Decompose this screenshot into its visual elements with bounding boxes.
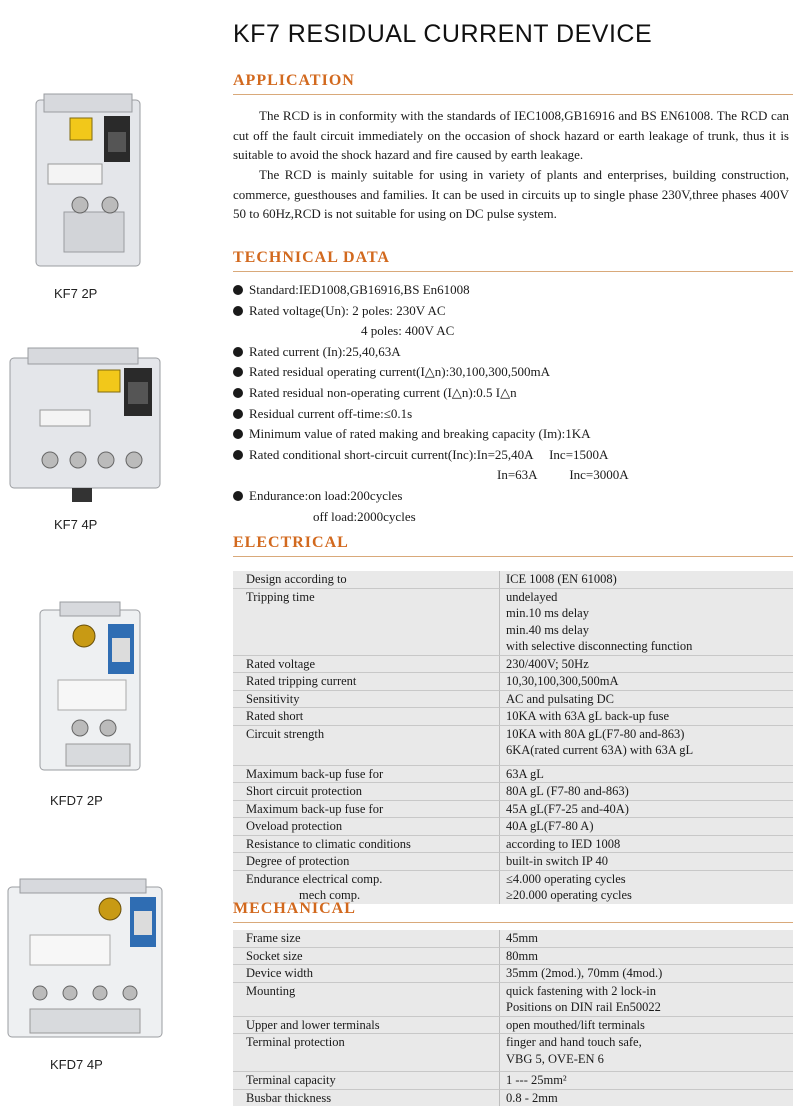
- list-item: Rated residual operating current(I△n):30,100,300,500mA: [233, 362, 793, 383]
- application-paragraph: The RCD is in conformity with the standards of IEC1008,GB16916 and BS EN61008. The RCD can cut off the fault circuit immediately on the occasion of shock hazard or earth leakage of trunk, thus it is suitable to avoid the shock hazard and fire caused by earth leakage.: [233, 108, 789, 162]
- table-row: Terminal protection finger and hand touch safe,: [233, 1034, 793, 1051]
- table-row: mech comp. ≥20.000 operating cycles: [233, 887, 793, 904]
- table-row: with selective disconnecting function: [233, 638, 793, 656]
- bullet-icon: [233, 285, 243, 295]
- table-row: Maximum back-up fuse for 63A gL: [233, 766, 793, 784]
- list-item: Residual current off-time:≤0.1s: [233, 404, 793, 425]
- page-title: KF7 RESIDUAL CURRENT DEVICE: [233, 20, 653, 48]
- table-row: Endurance electrical comp. ≤4.000 operating cycles: [233, 871, 793, 888]
- table-row: Rated tripping current 10,30,100,300,500mA: [233, 673, 793, 691]
- table-row: 6KA(rated current 63A) with 63A gL: [233, 742, 793, 766]
- table-row: Mounting quick fastening with 2 lock-in: [233, 983, 793, 1000]
- list-item: Standard:IED1008,GB16916,BS En61008: [233, 280, 793, 301]
- table-row: Maximum back-up fuse for 45A gL(F7-25 and-40A): [233, 801, 793, 819]
- section-divider: [233, 94, 793, 95]
- bullet-icon: [233, 429, 243, 439]
- table-row: Positions on DIN rail En50022: [233, 999, 793, 1017]
- list-item: In=63A Inc=3000A: [497, 467, 629, 483]
- mechanical-table: [233, 930, 793, 1106]
- table-row: VBG 5, OVE-EN 6: [233, 1051, 793, 1073]
- list-item: Rated residual non-operating current (I△n):0.5 I△n: [233, 383, 793, 404]
- list-item: 4 poles: 400V AC: [361, 323, 455, 339]
- table-row: Rated voltage 230/400V; 50Hz: [233, 656, 793, 674]
- section-heading-technical: TECHNICAL DATA: [233, 249, 390, 266]
- list-item: Endurance:on load:200cycles: [233, 486, 793, 507]
- section-divider: [233, 271, 793, 272]
- section-heading-electrical: ELECTRICAL: [233, 534, 349, 551]
- technical-data-list: [233, 280, 793, 527]
- product-label: KFD7 2P: [50, 793, 103, 808]
- table-row: min.40 ms delay: [233, 622, 793, 639]
- table-row: Terminal capacity 1 --- 25mm²: [233, 1072, 793, 1090]
- bullet-icon: [233, 491, 243, 501]
- kf7-4p-product-image: [0, 340, 170, 510]
- table-row: min.10 ms delay: [233, 605, 793, 622]
- table-row: Rated short 10KA with 63A gL back-up fuse: [233, 708, 793, 726]
- table-row: Short circuit protection 80A gL (F7-80 and-863): [233, 783, 793, 801]
- bullet-icon: [233, 367, 243, 377]
- section-heading-application: APPLICATION: [233, 72, 355, 89]
- table-row: Degree of protection built-in switch IP 40: [233, 853, 793, 871]
- table-row: Frame size 45mm: [233, 930, 793, 948]
- list-item: Rated current (In):25,40,63A: [233, 342, 793, 363]
- bullet-icon: [233, 347, 243, 357]
- table-row: Resistance to climatic conditions according to IED 1008: [233, 836, 793, 854]
- table-row: Design according to ICE 1008 (EN 61008): [233, 571, 793, 589]
- product-label: KFD7 4P: [50, 1057, 103, 1072]
- bullet-icon: [233, 409, 243, 419]
- section-divider: [233, 556, 793, 557]
- table-row: Oveload protection 40A gL(F7-80 A): [233, 818, 793, 836]
- section-heading-mechanical: MECHANICAL: [233, 900, 356, 917]
- kfd7-2p-product-image: [0, 600, 170, 780]
- section-divider: [233, 922, 793, 923]
- product-label: KF7 4P: [54, 517, 98, 532]
- list-item: off load:2000cycles: [313, 508, 416, 524]
- table-row: Upper and lower terminals open mouthed/lift terminals: [233, 1017, 793, 1035]
- bullet-icon: [233, 306, 243, 316]
- kf7-2p-product-image: [0, 92, 170, 272]
- bullet-icon: [233, 388, 243, 398]
- table-row: Tripping time undelayed: [233, 589, 793, 606]
- table-row: Busbar thickness 0.8 - 2mm: [233, 1090, 793, 1107]
- bullet-icon: [233, 450, 243, 460]
- table-row: Device width 35mm (2mod.), 70mm (4mod.): [233, 965, 793, 983]
- list-item: Rated voltage(Un): 2 poles: 230V AC: [233, 301, 793, 322]
- table-row: Socket size 80mm: [233, 948, 793, 966]
- list-item: Rated conditional short-circuit current(Inc):In=25,40A Inc=1500A: [233, 445, 793, 466]
- list-item: Minimum value of rated making and breaking capacity (Im):1KA: [233, 424, 793, 445]
- application-paragraph: The RCD is mainly suitable for using in variety of plants and enterprises, building construction, commerce, guesthouses and families. It can be used in circuits up to single phase 230V,three phases 400V 50 to 60Hz,RCD is not suitable for using on DC pulse system.: [233, 167, 789, 221]
- table-row: Sensitivity AC and pulsating DC: [233, 691, 793, 709]
- product-label: KF7 2P: [54, 286, 98, 301]
- kfd7-4p-product-image: [0, 875, 170, 1050]
- electrical-table: [233, 571, 793, 904]
- table-row: Circuit strength 10KA with 80A gL(F7-80 and-863): [233, 726, 793, 743]
